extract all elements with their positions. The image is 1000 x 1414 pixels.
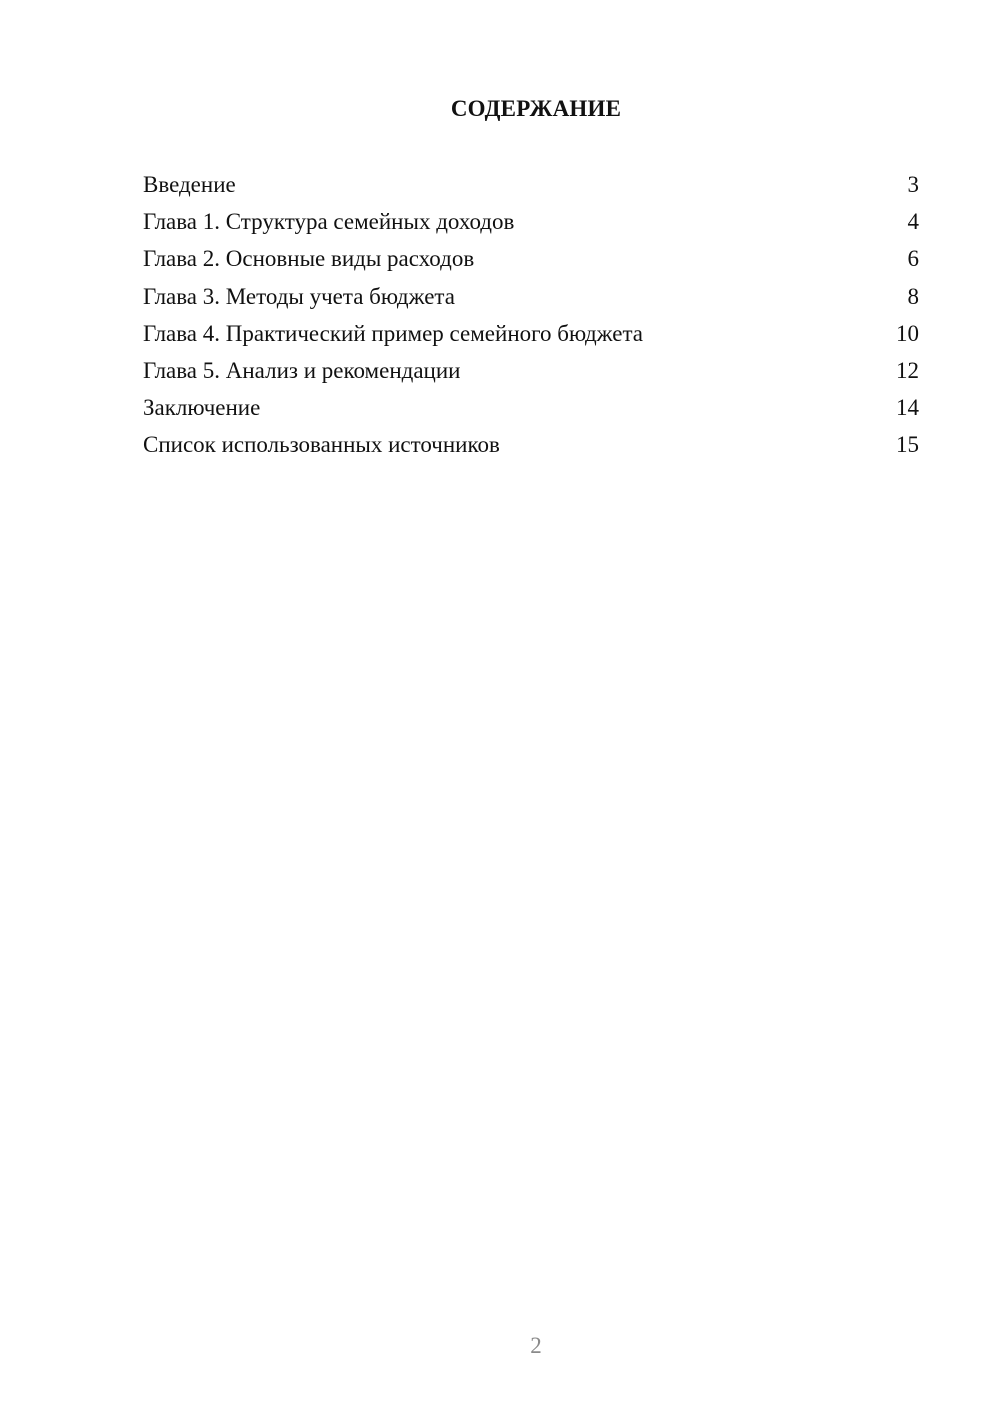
toc-entry-page: 6 — [907, 246, 919, 272]
toc-entry-page: 4 — [907, 209, 919, 235]
toc-entry-label: Глава 1. Структура семейных доходов — [143, 209, 515, 235]
toc-entry-page: 12 — [896, 357, 919, 383]
toc-entry-label: Глава 5. Анализ и рекомендации — [143, 357, 461, 383]
toc-entry-page: 8 — [907, 283, 919, 309]
toc-entry-label: Список использованных источников — [143, 432, 500, 458]
toc-entry-page: 15 — [896, 432, 919, 458]
toc-title: СОДЕРЖАНИЕ — [450, 96, 622, 121]
toc-entry — [143, 205, 919, 242]
toc-entry-page: 14 — [896, 395, 919, 421]
toc-entry-label: Введение — [143, 172, 236, 197]
toc-entry — [143, 168, 919, 205]
toc-entry — [143, 317, 919, 354]
toc-entry — [143, 280, 919, 317]
toc-entry-label: Глава 4. Практический пример семейного бюджета — [143, 320, 643, 346]
toc-entry — [143, 242, 919, 279]
toc-entry-label: Глава 2. Основные виды расходов — [143, 246, 475, 272]
page-number: 2 — [530, 1333, 542, 1358]
toc-entry — [143, 391, 919, 428]
toc-entry-label: Глава 3. Методы учета бюджета — [143, 283, 455, 309]
toc-entry — [143, 354, 919, 391]
toc-entry-label: Заключение — [143, 395, 261, 421]
toc-entry — [143, 428, 919, 465]
toc-entry-page: 10 — [896, 320, 919, 346]
toc-entry-page: 3 — [907, 172, 919, 197]
table-of-contents — [143, 168, 919, 466]
